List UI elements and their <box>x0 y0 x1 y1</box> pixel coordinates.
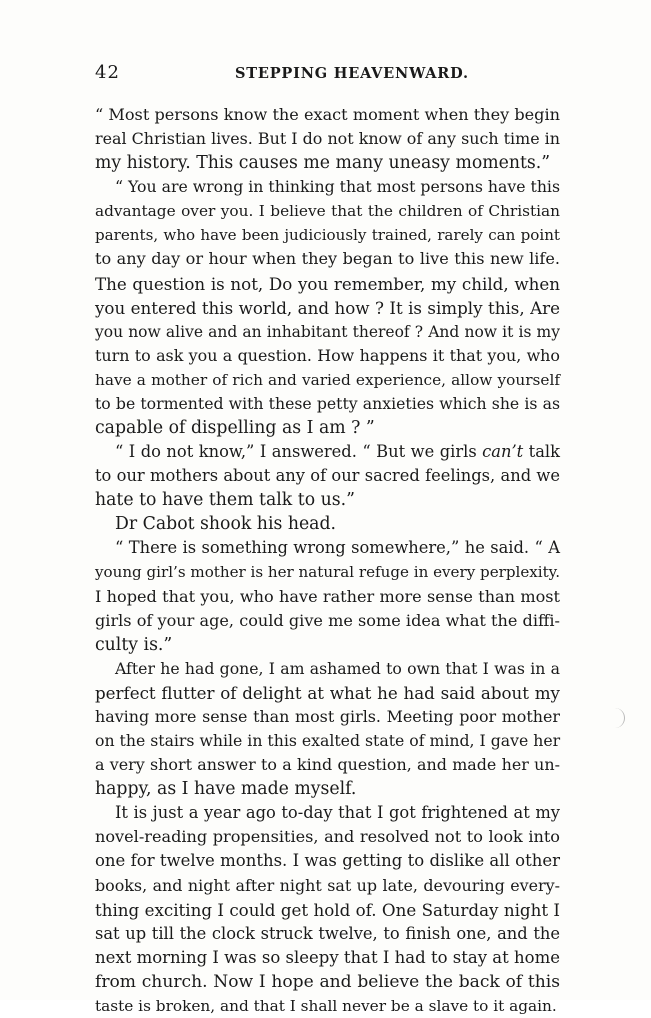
text-line: thing exciting I could get hold of. One Saturday night I <box>95 899 560 920</box>
text-line: “ You are wrong in thinking that most persons have this <box>115 177 560 197</box>
text-line: The question is not, Do you remember, my child, when <box>95 273 560 294</box>
text-line: girls of your age, could give me some idea what the diffi- <box>95 610 560 630</box>
text-line: happy, as I have made myself. <box>95 779 357 800</box>
text-line: next morning I was so sleepy that I had to stay at home <box>95 947 560 967</box>
text-segment: “ I do not know,” I answered. “ But we girls <box>115 442 483 462</box>
text-line: one for twelve months. I was getting to dislike all other <box>95 851 560 871</box>
text-line: “ There is something wrong somewhere,” he said. “ A <box>115 538 560 558</box>
text-line: sat up till the clock struck twelve, to finish one, and the <box>95 923 560 943</box>
text-line: culty is.” <box>95 634 173 655</box>
text-line: Dr Cabot shook his head. <box>115 514 337 535</box>
text-line: to be tormented with these petty anxieties which she is as <box>95 393 560 413</box>
text-line: novel-reading propensities, and resolved not to look into <box>95 827 560 847</box>
text-line: advantage over you. I believe that the children of Christian <box>95 202 560 221</box>
text-line <box>95 440 560 464</box>
text-line: It is just a year ago to-day that I got frightened at my <box>115 803 560 823</box>
margin-mark <box>614 708 625 728</box>
text-line: taste is broken, and that I shall never be a slave to it again. <box>95 996 557 1015</box>
text-line: having more sense than most girls. Meeting poor mother <box>95 706 560 726</box>
text-line: a very short answer to a kind question, and made her un- <box>95 755 560 775</box>
text-line: capable of dispelling as I am ? ” <box>95 418 375 439</box>
text-line: books, and night after night sat up late, devouring every- <box>95 875 560 895</box>
text-line: on the stairs while in this exalted state of mind, I gave her <box>95 731 561 751</box>
page-number: 42 <box>95 62 120 83</box>
text-line: you now alive and an inhabitant thereof ? And now it is my <box>95 322 560 341</box>
emphasis-text: can’t <box>482 442 524 462</box>
text-segment: talk <box>523 442 561 462</box>
text-line: my history. This causes me many uneasy moments.” <box>95 153 551 174</box>
text-line: turn to ask you a question. How happens it that you, who <box>95 345 560 365</box>
text-line: from church. Now I hope and believe the back of this <box>95 971 560 992</box>
page-header <box>95 62 560 86</box>
text-line: I hoped that you, who have rather more sense than most <box>95 586 560 606</box>
text-line: real Christian lives. But I do not know of any such time in <box>95 129 560 149</box>
text-line: hate to have them talk to us.” <box>95 490 355 511</box>
text-line: have a mother of rich and varied experience, allow yourself <box>95 370 560 389</box>
text-line: you entered this world, and how ? It is simply this, Are <box>95 297 560 318</box>
text-line: perfect flutter of delight at what he had said about my <box>95 682 560 703</box>
running-title: STEPPING HEAVENWARD. <box>235 65 469 82</box>
text-line: “ Most persons know the exact moment when they begin <box>95 105 560 124</box>
text-line: young girl’s mother is her natural refuge in every perplexity. <box>95 563 560 582</box>
text-line: to any day or hour when they began to live this new life. <box>95 249 560 269</box>
text-line: parents, who have been judiciously trained, rarely can point <box>95 226 560 245</box>
body-text <box>95 103 560 1018</box>
text-line: to our mothers about any of our sacred feelings, and we <box>95 466 560 486</box>
text-line: After he had gone, I am ashamed to own that I was in a <box>115 658 560 678</box>
